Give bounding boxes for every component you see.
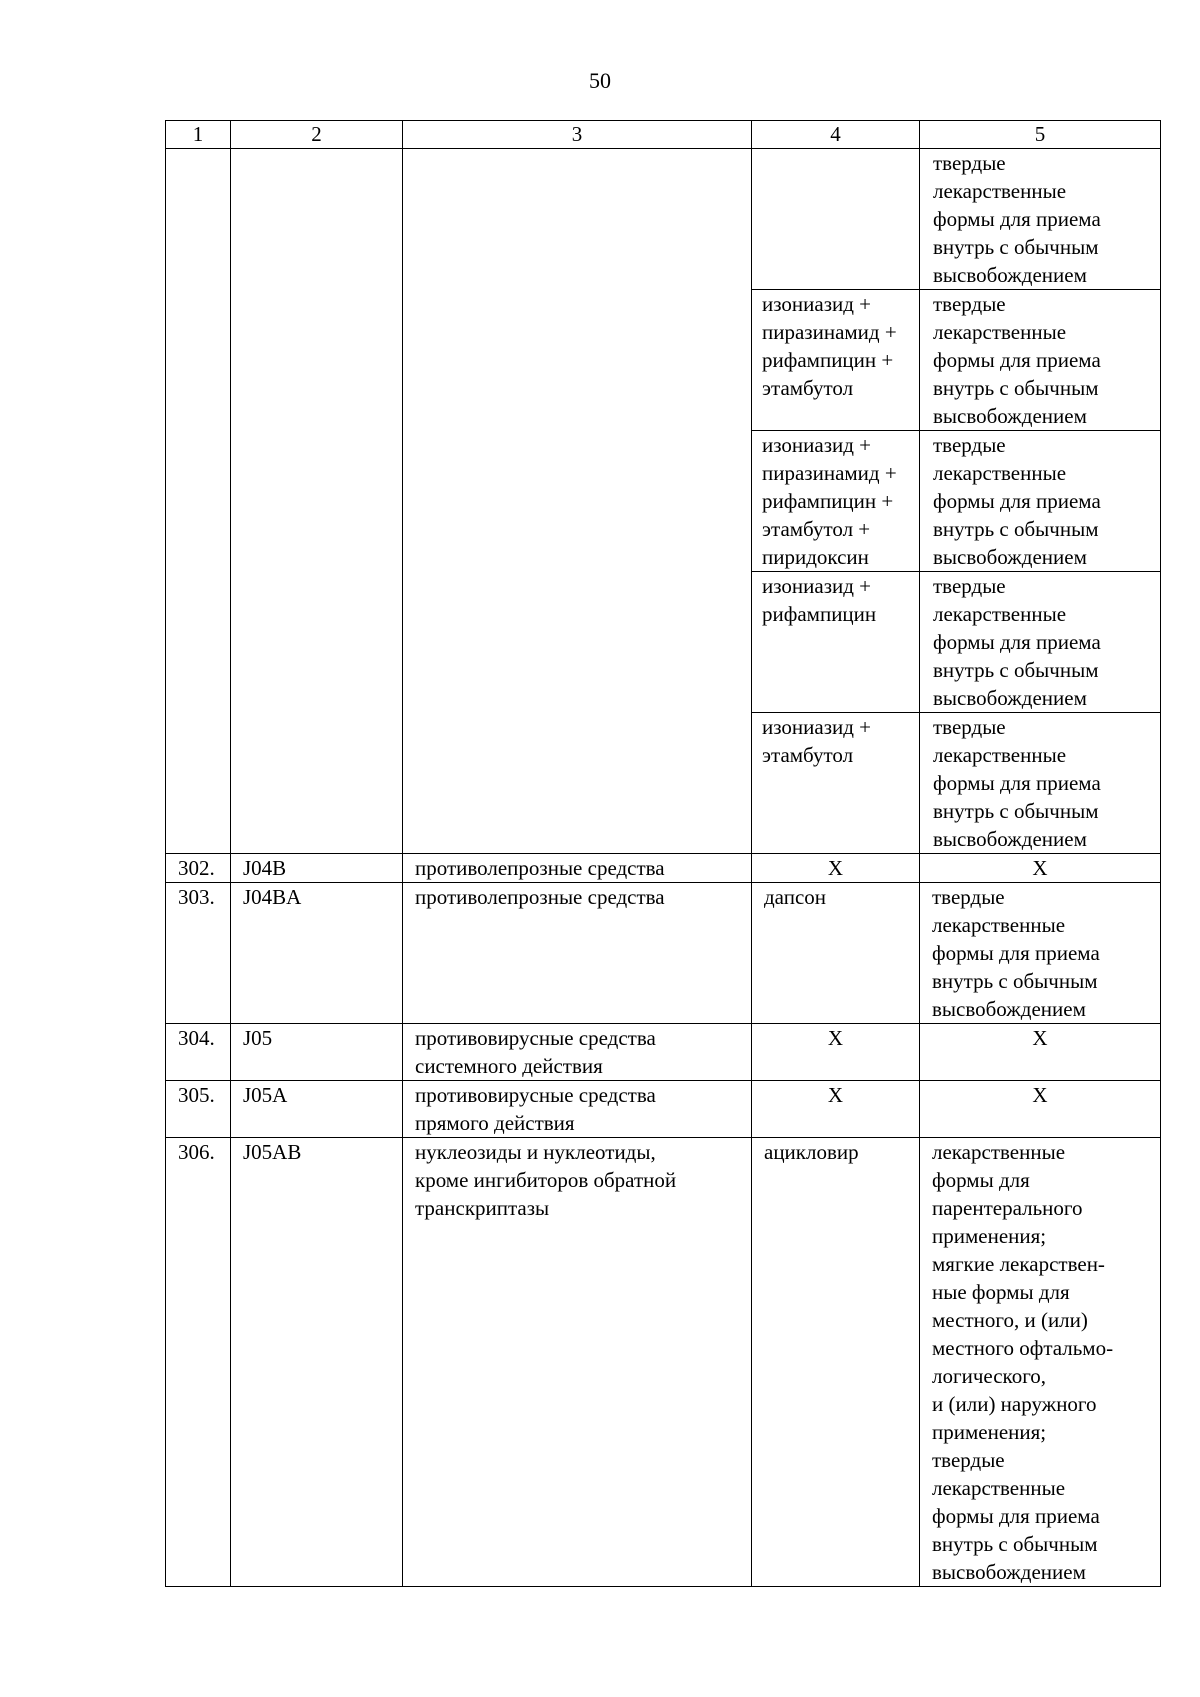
drug-name: Х	[752, 854, 920, 883]
continuation-drug-cell: изониазид + пиразинамид + рифампицин + этамбутол + пиридоксин	[752, 431, 920, 572]
continuation-drug-cell: изониазид + этамбутол	[752, 713, 920, 854]
medicines-table	[165, 120, 1161, 1587]
header-col-2: 2	[231, 121, 403, 149]
continuation-drug-cell	[752, 149, 920, 290]
row-number: 303.	[166, 883, 231, 1024]
table-row	[166, 1024, 1161, 1081]
drug-name: Х	[752, 1081, 920, 1138]
group-name: противолепрозные средства	[403, 854, 752, 883]
table-row	[166, 854, 1161, 883]
drug-name: дапсон	[752, 883, 920, 1024]
group-name: нуклеозиды и нуклеотиды, кроме ингибиторов обратной транскриптазы	[403, 1138, 752, 1587]
continuation-form-cell: твердые лекарственные формы для приема внутрь с обычным высвобождением	[920, 713, 1161, 854]
dosage-form: Х	[920, 1024, 1161, 1081]
continuation-form-cell: твердые лекарственные формы для приема внутрь с обычным высвобождением	[920, 572, 1161, 713]
continuation-num-cell	[166, 149, 231, 854]
header-col-1: 1	[166, 121, 231, 149]
group-name: противовирусные средства системного действия	[403, 1024, 752, 1081]
dosage-form: твердые лекарственные формы для приема внутрь с обычным высвобождением	[920, 883, 1161, 1024]
group-name: противовирусные средства прямого действия	[403, 1081, 752, 1138]
dosage-form: Х	[920, 1081, 1161, 1138]
drug-name: ацикловир	[752, 1138, 920, 1587]
continuation-drug-cell: изониазид + рифампицин	[752, 572, 920, 713]
header-col-5: 5	[920, 121, 1161, 149]
continuation-name-cell	[403, 149, 752, 854]
row-number: 306.	[166, 1138, 231, 1587]
page-number: 50	[589, 68, 611, 93]
continuation-form-cell: твердые лекарственные формы для приема внутрь с обычным высвобождением	[920, 149, 1161, 290]
group-name: противолепрозные средства	[403, 883, 752, 1024]
table-row	[166, 1081, 1161, 1138]
continuation-row	[166, 149, 1161, 290]
row-number: 305.	[166, 1081, 231, 1138]
atc-code: J05	[231, 1024, 403, 1081]
row-number: 302.	[166, 854, 231, 883]
continuation-code-cell	[231, 149, 403, 854]
drug-name: Х	[752, 1024, 920, 1081]
dosage-form: Х	[920, 854, 1161, 883]
header-row	[166, 121, 1161, 149]
atc-code: J05A	[231, 1081, 403, 1138]
continuation-drug-cell: изониазид + пиразинамид + рифампицин + этамбутол	[752, 290, 920, 431]
header-col-4: 4	[752, 121, 920, 149]
continuation-form-cell: твердые лекарственные формы для приема внутрь с обычным высвобождением	[920, 431, 1161, 572]
atc-code: J04BA	[231, 883, 403, 1024]
continuation-form-cell: твердые лекарственные формы для приема внутрь с обычным высвобождением	[920, 290, 1161, 431]
header-col-3: 3	[403, 121, 752, 149]
dosage-form: лекарственные формы для парентерального применения; мягкие лекарствен- ные формы для местного, и (или) местного офтальмо- логического, и (или) наружного применения; твердые лекарственные формы для приема внутрь с обычным высвобождением	[920, 1138, 1161, 1587]
row-number: 304.	[166, 1024, 231, 1081]
atc-code: J04B	[231, 854, 403, 883]
table-row	[166, 883, 1161, 1024]
atc-code: J05AB	[231, 1138, 403, 1587]
table-row	[166, 1138, 1161, 1587]
